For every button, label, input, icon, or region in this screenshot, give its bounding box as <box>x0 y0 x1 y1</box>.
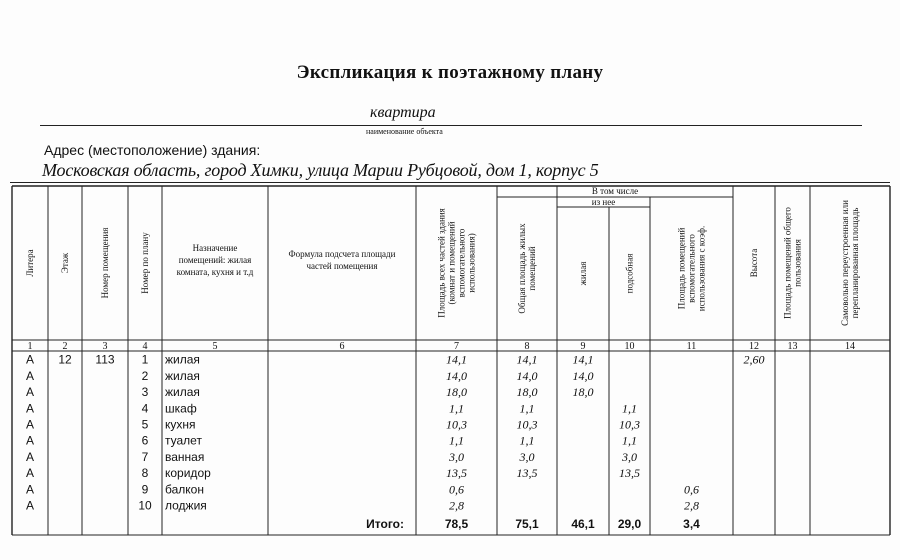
table-cell: 14,0 <box>516 368 538 383</box>
total-value: 3,4 <box>683 517 700 531</box>
table-cell: 13,5 <box>446 466 467 481</box>
column-header-12: Высота <box>749 248 759 278</box>
table-cell: 1,1 <box>449 433 464 448</box>
table-cell: 2,8 <box>449 498 464 513</box>
table-cell: А <box>25 482 35 497</box>
table-cell: 1,1 <box>519 433 535 448</box>
column-header-1: Литера <box>25 249 35 277</box>
table-cell: 2,60 <box>743 352 765 367</box>
table-cell: А <box>25 417 35 432</box>
table-cell: 3,0 <box>519 449 535 464</box>
table-cell: 10,3 <box>446 417 467 432</box>
address-label: Адрес (местоположение) здания: <box>44 142 261 158</box>
table-cell: балкон <box>165 482 204 497</box>
table-cell: 9 <box>141 482 149 497</box>
total-value: 75,1 <box>515 517 539 531</box>
column-header-8: Общая площадь жилыхпомещений <box>517 223 537 314</box>
table-cell: 18,0 <box>572 385 594 400</box>
table-cell: 4 <box>141 401 149 416</box>
table-cell: 113 <box>95 352 115 367</box>
table-cell: лоджия <box>165 498 207 513</box>
column-header-5: Назначение помещений: жилая комната, кухня и т.д <box>176 243 254 277</box>
table-cell: 1,1 <box>519 401 535 416</box>
table-cell: 0,6 <box>684 482 699 497</box>
table-cell: 13,5 <box>619 466 640 481</box>
table-cell: 1,1 <box>622 433 637 448</box>
column-header-11: Площадь помещенийвспомогательногоиспользования с коэф. <box>676 225 707 312</box>
table-cell: 5 <box>141 417 149 432</box>
table-cell: А <box>25 498 35 513</box>
table-cell: 1,1 <box>622 401 637 416</box>
total-value: 78,5 <box>444 517 469 531</box>
column-header-10: подсобная <box>624 253 635 294</box>
table-cell: 10,3 <box>619 417 640 432</box>
column-number: 11 <box>686 341 697 352</box>
table-cell: А <box>25 352 35 367</box>
table-cell: 14,1 <box>572 352 594 367</box>
address-value: Московская область, город Химки, улица Марии Рубцовой, дом 1, корпус 5 <box>42 160 599 180</box>
table-cell: 2 <box>141 368 149 383</box>
table-cell: 1 <box>141 352 149 367</box>
column-number: 6 <box>339 341 345 352</box>
table-cell: 0,6 <box>449 482 464 497</box>
table-cell: 1,1 <box>449 401 464 416</box>
table-cell: 14,1 <box>446 352 467 367</box>
column-header-9: жилая <box>578 261 588 286</box>
table-cell: кухня <box>165 417 196 432</box>
table-cell: 7 <box>141 449 149 464</box>
column-number: 5 <box>212 341 218 352</box>
table-cell: А <box>25 401 35 416</box>
table-cell: коридор <box>165 466 211 481</box>
column-number: 10 <box>624 341 635 352</box>
table-cell: 2,8 <box>684 498 699 513</box>
table-cell: 12 <box>58 352 72 367</box>
column-header-14: Самовольно переустроенная илиперепланированная площадь <box>840 200 860 326</box>
column-number: 2 <box>62 341 68 352</box>
table-cell: 18,0 <box>446 385 467 400</box>
table-cell: А <box>25 466 35 481</box>
object-name: квартира <box>370 104 436 121</box>
table-cell: 3,0 <box>449 449 464 464</box>
table-cell: 10,3 <box>516 417 538 432</box>
column-number: 13 <box>787 341 798 352</box>
table-cell: 13,5 <box>516 466 538 481</box>
table-cell: жилая <box>165 385 200 400</box>
table-cell: 10 <box>138 498 152 513</box>
total-label: Итого: <box>366 517 404 531</box>
column-number: 9 <box>580 341 586 352</box>
table-cell: 18,0 <box>516 385 538 400</box>
table-cell: А <box>25 449 35 464</box>
table-cell: А <box>25 385 35 400</box>
document-title: Экспликация к поэтажному плану <box>296 62 604 83</box>
table-cell: жилая <box>165 352 200 367</box>
table-cell: 3 <box>141 385 149 400</box>
table-cell: 6 <box>141 433 149 448</box>
column-number: 4 <box>142 341 148 352</box>
table-cell: 14,1 <box>516 352 538 367</box>
column-number: 3 <box>102 341 108 352</box>
object-caption: наименование объекта <box>366 127 443 136</box>
table-cell: туалет <box>165 433 202 448</box>
table-cell: ванная <box>165 449 205 464</box>
total-value: 29,0 <box>617 517 642 531</box>
column-header-6: Формула подсчета площади частей помещения <box>288 249 396 271</box>
table-cell: 3,0 <box>622 449 637 464</box>
table-cell: А <box>25 433 35 448</box>
table-cell: 14,0 <box>446 368 467 383</box>
column-number: 1 <box>27 341 33 352</box>
group-header-in-that-number: В том числе <box>591 186 639 196</box>
column-header-4: Номер по плану <box>140 232 150 294</box>
column-number: 12 <box>749 341 759 352</box>
column-header-2: Этаж <box>60 252 70 274</box>
table-cell: 14,0 <box>572 368 594 383</box>
column-number: 14 <box>845 341 855 352</box>
table-cell: 8 <box>141 466 149 481</box>
group-header-of-which: из нее <box>591 197 616 207</box>
table-cell: жилая <box>165 368 200 383</box>
column-header-3: Номер помещения <box>100 227 110 299</box>
column-number: 8 <box>524 341 530 352</box>
column-number: 7 <box>454 341 459 352</box>
column-header-13: Площадь помещений общегопользования <box>782 207 803 319</box>
total-value: 46,1 <box>571 517 595 531</box>
column-header-7: Площадь всех частей здания(комнат и помещенийвспомогательногоиспользования) <box>436 208 477 318</box>
table-cell: А <box>25 368 35 383</box>
table-cell: шкаф <box>165 401 197 416</box>
